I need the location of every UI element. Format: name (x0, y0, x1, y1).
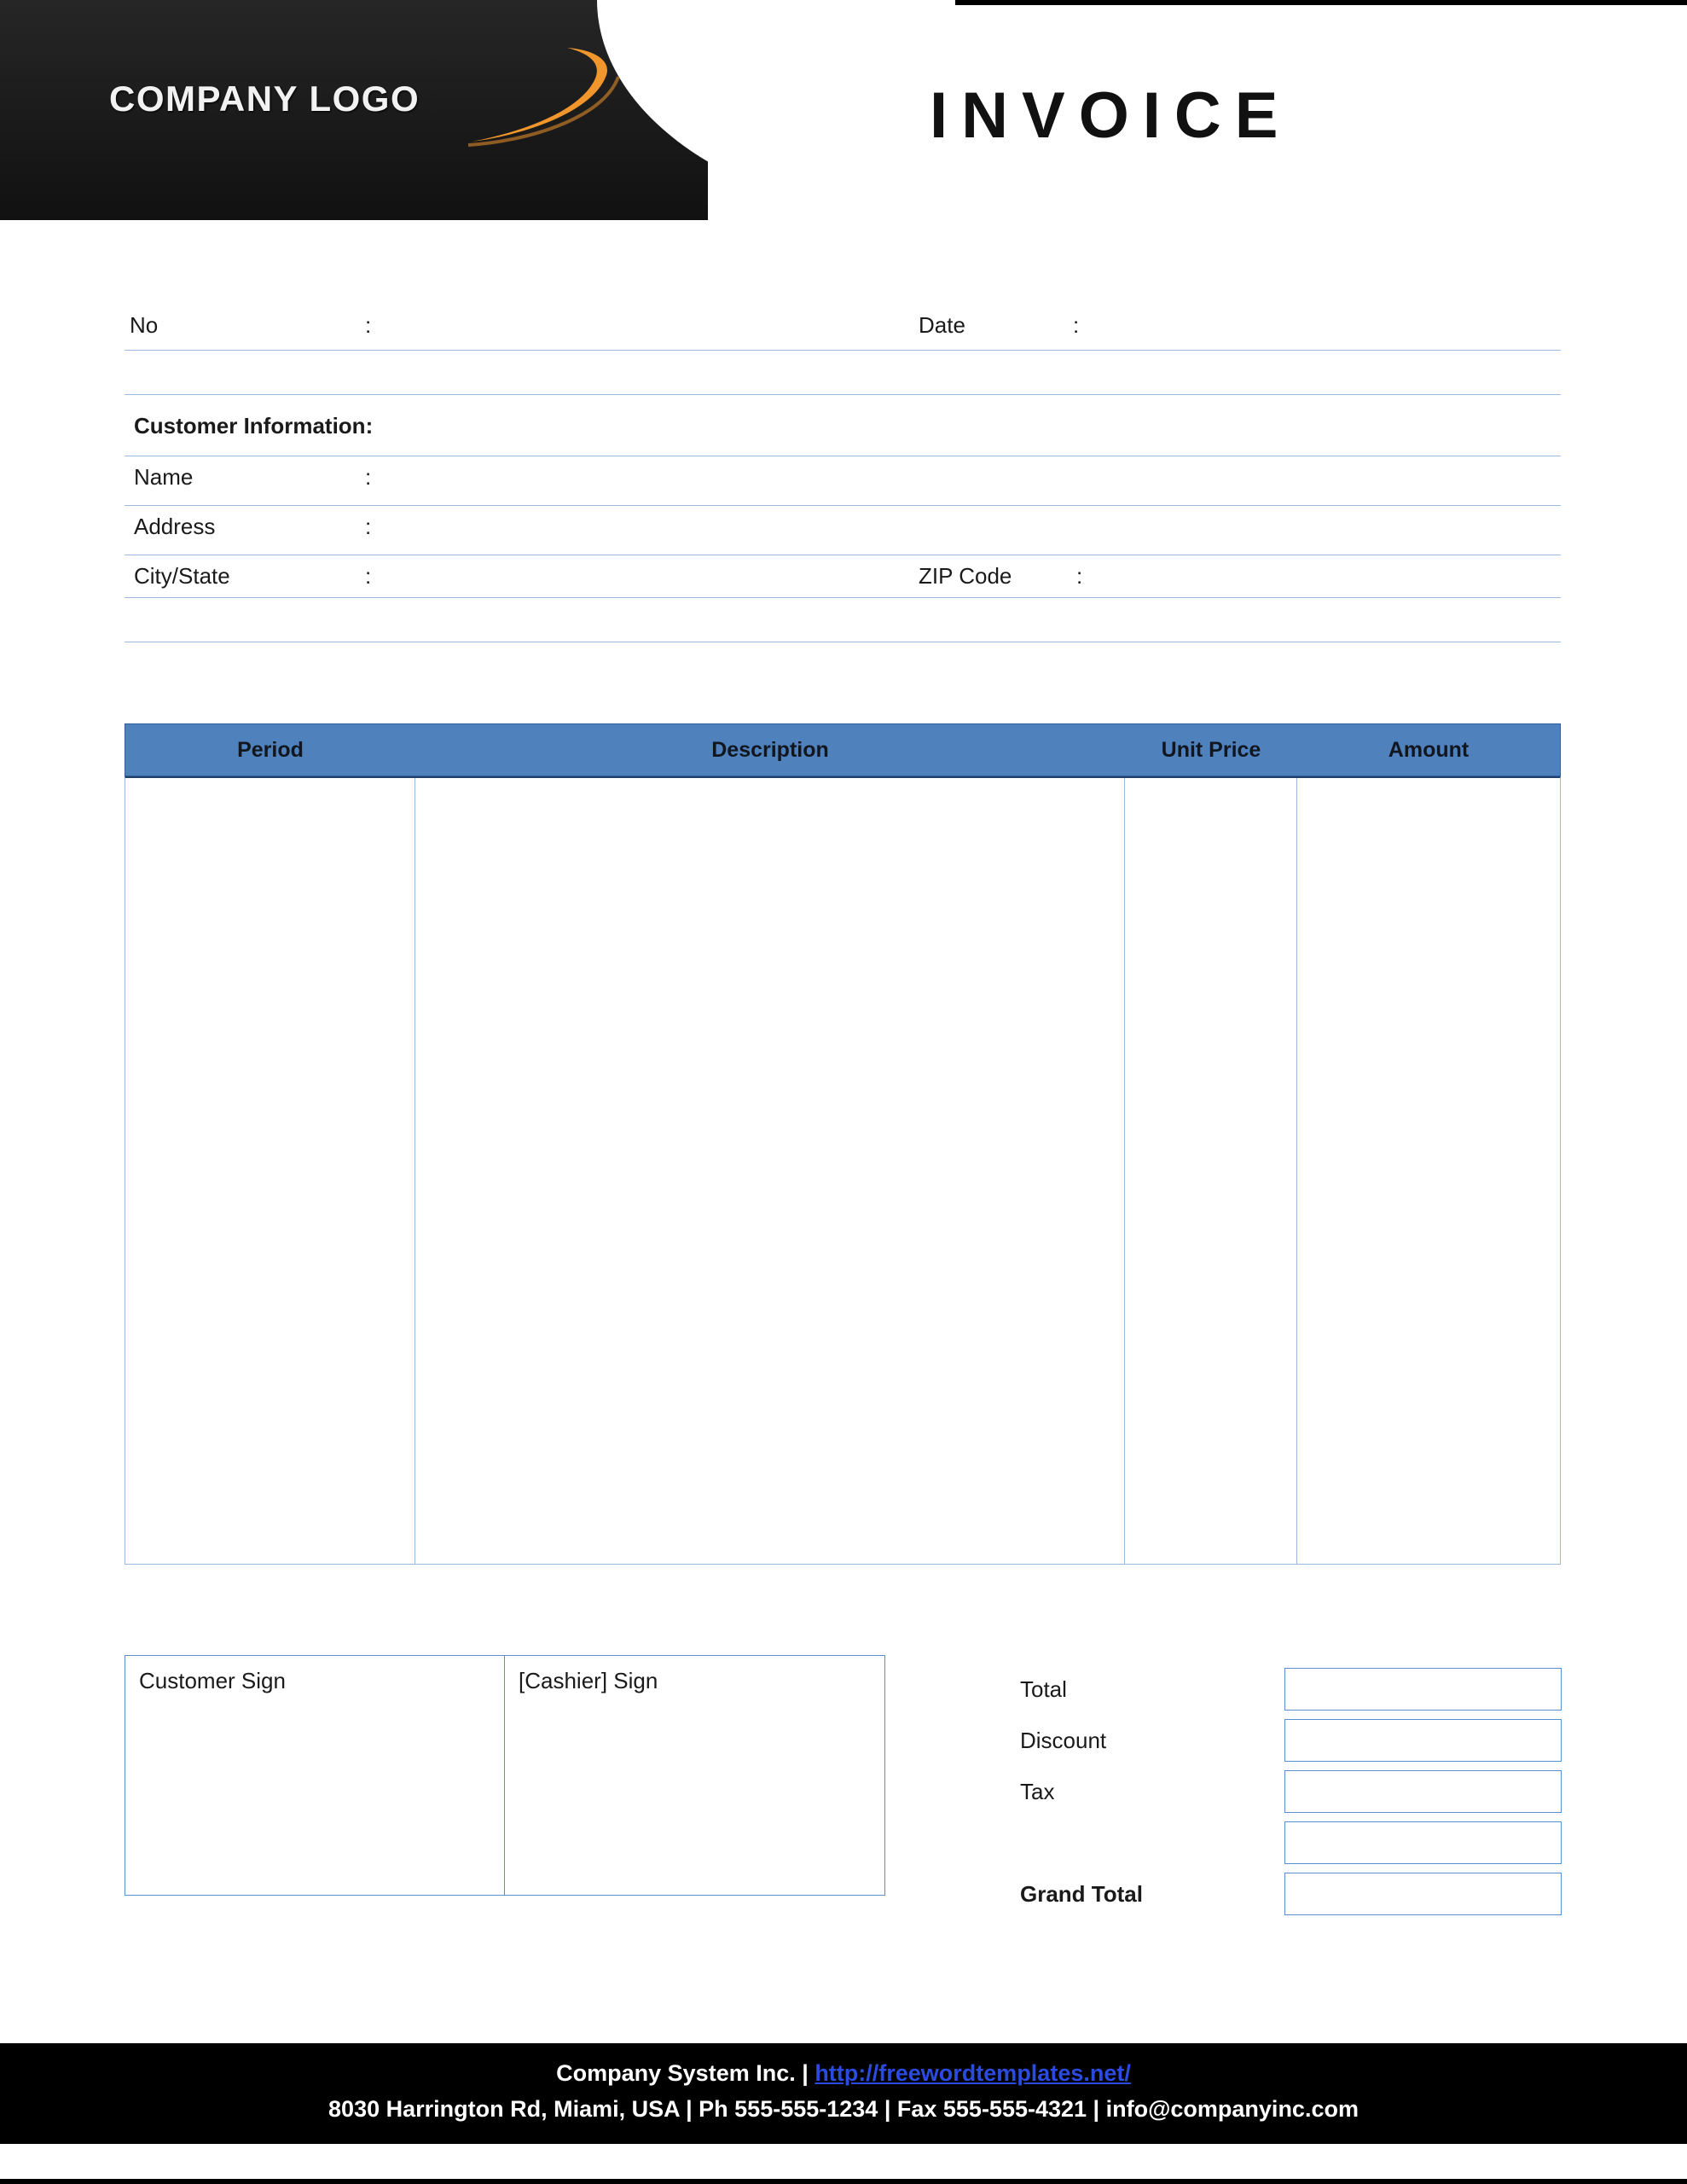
totals-row-total (1020, 1664, 1566, 1715)
invoice-no-label: No (130, 312, 159, 338)
table-header-row (125, 723, 1561, 776)
invoice-no-colon: : (365, 312, 372, 338)
column-header-unit-price: Unit Price (1161, 737, 1261, 762)
footer-website-link[interactable]: http://freewordtemplates.net/ (815, 2060, 1131, 2086)
signature-section (125, 1655, 885, 1896)
grand-total-label: Grand Total (1020, 1880, 1143, 1907)
totals-row-blank (1020, 1817, 1566, 1868)
rule-customer-2 (125, 505, 1561, 506)
cell-unit-price[interactable] (1125, 778, 1297, 1564)
total-label: Total (1020, 1676, 1067, 1702)
customer-information-label: Customer Information: (134, 413, 374, 439)
customer-name-label: Name (134, 464, 194, 490)
footer-company-line (0, 2055, 1687, 2091)
column-header-amount: Amount (1388, 737, 1470, 762)
rule-customer-top (125, 394, 1561, 395)
tax-value-box[interactable] (1284, 1770, 1562, 1813)
page-footer (0, 2043, 1687, 2144)
totals-section (1020, 1664, 1566, 1920)
rule-meta-bottom (125, 350, 1561, 351)
column-header-period: Period (237, 737, 304, 762)
rule-customer-4 (125, 597, 1561, 598)
customer-city-state-label: City/State (134, 563, 230, 589)
footer-company-name: Company System Inc. | (556, 2060, 809, 2086)
page-bottom-edge (0, 2179, 1687, 2184)
table-body (125, 776, 1561, 1565)
invoice-date-colon: : (1073, 312, 1080, 338)
customer-sign-box[interactable] (125, 1656, 505, 1895)
cell-period[interactable] (125, 778, 415, 1564)
invoice-date-label: Date (919, 312, 965, 338)
tax-label: Tax (1020, 1778, 1055, 1804)
customer-city-state-colon: : (365, 563, 372, 589)
cell-amount[interactable] (1297, 778, 1560, 1564)
zip-code-label: ZIP Code (919, 563, 1012, 589)
total-value-box[interactable] (1284, 1668, 1562, 1711)
customer-sign-label: Customer Sign (139, 1668, 286, 1693)
page-header (0, 0, 1687, 224)
cashier-sign-label: [Cashier] Sign (519, 1668, 658, 1693)
cell-description[interactable] (415, 778, 1125, 1564)
cashier-sign-box[interactable] (505, 1656, 884, 1895)
totals-row-tax (1020, 1766, 1566, 1817)
zip-code-colon: : (1076, 563, 1083, 589)
footer-address-line: 8030 Harrington Rd, Miami, USA | Ph 555-555-1234 | Fax 555-555-4321 | info@companyinc.com (328, 2096, 1359, 2122)
customer-address-colon: : (365, 514, 372, 539)
line-items-table (125, 723, 1561, 1565)
discount-label: Discount (1020, 1727, 1107, 1753)
column-header-description: Description (711, 737, 829, 762)
grand-total-value-box[interactable] (1284, 1873, 1562, 1915)
logo-swoosh-icon (465, 41, 635, 152)
customer-name-colon: : (365, 464, 372, 490)
discount-value-box[interactable] (1284, 1719, 1562, 1762)
totals-row-discount (1020, 1715, 1566, 1766)
page-title: INVOICE (930, 79, 1292, 152)
blank-value-box[interactable] (1284, 1821, 1562, 1864)
customer-address-label: Address (134, 514, 216, 539)
totals-row-grand-total (1020, 1868, 1566, 1920)
company-logo-text: COMPANY LOGO (109, 78, 420, 119)
